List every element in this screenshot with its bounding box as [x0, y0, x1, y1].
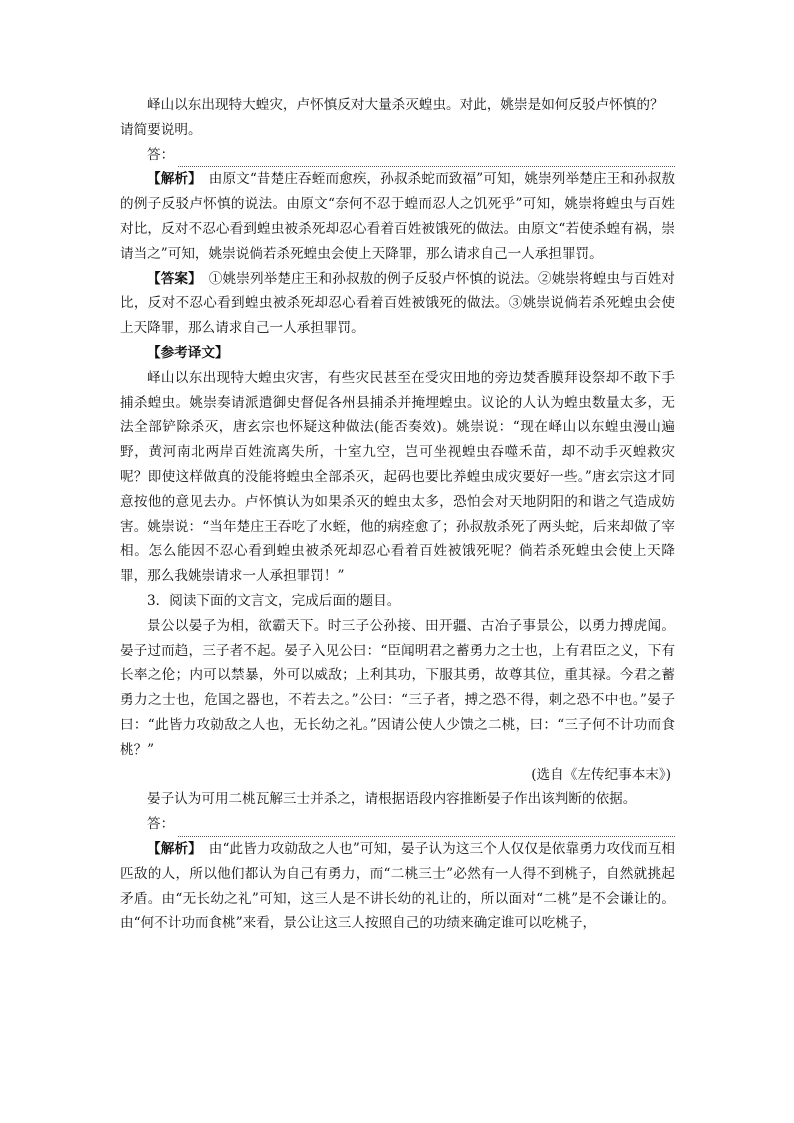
q3-analysis: 【解析】 由“此皆力攻勍敌之人也”可知，晏子认为这三个人仅仅是依靠勇力攻伐而互相匹敌的人，所以他们都认为自己有勇力，而“二桃三士”必然有一人得不到桃子，自然就挑起矛盾。由“无长幼之礼”可知，这三人是不讲长幼的礼让的，所以面对“二桃”是不会谦让的。由“何不计功而食桃”来看，景公让这三人按照自己的功绩来确定谁可以吃桃子，	[120, 840, 676, 932]
analysis-tag: 【解析】	[147, 840, 196, 857]
q3-question: 晏子认为可用二桃瓦解三士并杀之，请根据语段内容推断晏子作出该判断的依据。	[147, 791, 637, 808]
q2-answer-line[interactable]	[120, 143, 675, 168]
q3-heading: 3．阅读下面的文言文，完成后面的题目。	[147, 592, 401, 609]
answer-prompt: 答：	[147, 146, 175, 163]
q3-passage: 景公以晏子为相，欲霸天下。时三子公孙接、田开疆、古冶子事景公，以勇力搏虎闻。晏子过而趋，三子者不起。晏子入见公曰：“臣闻明君之蓄勇力之士也，上有君臣之义，下有长率之伦；内可以禁暴，外可以威敌；上利其功，下服其勇，故尊其位，重其禄。今君之蓄勇力之士也，危国之器也，不若去之。”公曰：“三子者，搏之恐不得，刺之恐不中也。”晏子曰：“此皆力攻勍敌之人也，无长幼之礼。”因请公使人少馈之二桃，曰：“三子何不计功而食桃？”	[120, 617, 675, 758]
document-page	[120, 93, 675, 936]
answer-prompt: 答：	[147, 816, 175, 833]
answer-tag: 【答案】	[147, 270, 196, 287]
q2-analysis: 【解析】 由原文“昔楚庄吞蛭而愈疾，孙叔杀蛇而致福”可知，姚崇列举楚庄王和孙叔敖的例子反驳卢怀慎的说法。由原文“奈何不忍于蝗而忍人之饥死乎”可知，姚崇将蝗虫与百姓对比，反对不忍心看到蝗虫被杀死却忍心看着百姓被饿死的做法。由原文“若使杀蝗有祸，崇请当之”可知，姚崇说倘若杀死蝗虫会使上天降罪，那么请求自己一人承担罪罚。	[120, 171, 676, 262]
q2-question: 峄山以东出现特大蝗灾，卢怀慎反对大量杀灭蝗虫。对此，姚崇是如何反驳卢怀慎的？ 请简要说明。	[120, 97, 664, 138]
q3-answer-line[interactable]	[120, 812, 675, 837]
answer-blank[interactable]	[178, 819, 675, 837]
analysis-tag: 【解析】	[147, 171, 196, 188]
answer-blank[interactable]	[178, 149, 675, 167]
q3-source: (选自《左传纪事本末》)	[531, 766, 671, 783]
q2-answer: 【答案】 ①姚崇列举楚庄王和孙叔敖的例子反驳卢怀慎的说法。②姚崇将蝗虫与百姓对比，反对不忍心看到蝗虫被杀死却忍心看着百姓被饿死的做法。③姚崇说倘若杀死蝗虫会使上天降罪，那么请求自己一人承担罪罚。	[120, 270, 676, 337]
translation-text: 峄山以东出现特大蝗虫灾害，有些灾民甚至在受灾田地的旁边焚香膜拜设祭却不敢下手捕杀蝗虫。姚崇奏请派遣御史督促各州县捕杀并掩埋蝗虫。议论的人认为蝗虫数量太多，无法全部铲除杀灭，唐玄宗也怀疑这种做法(能否奏效)。姚崇说：“现在峄山以东蝗虫漫山遍野，黄河南北两岸百姓流离失所，十室九空，岂可坐视蝗虫吞噬禾苗，却不动手灭蝗救灾呢？即使这样做真的没能将蝗虫全部杀灭，起码也要比养蝗虫成灾要好一些。”唐玄宗这才同意按他的意见去办。卢怀慎认为如果杀灭的蝗虫太多，恐怕会对天地阴阳的和谐之气造成妨害。姚崇说：“当年楚庄王吞吃了水蛭，他的病痊愈了；孙叔敖杀死了两头蛇，后来却做了宰相。怎么能因不忍心看到蝗虫被杀死却忍心看着百姓被饿死呢？倘若杀死蝗虫会使上天降罪，那么我姚崇请求一人承担罪罚！”	[120, 369, 675, 585]
translation-heading: 【参考译文】	[147, 344, 229, 361]
